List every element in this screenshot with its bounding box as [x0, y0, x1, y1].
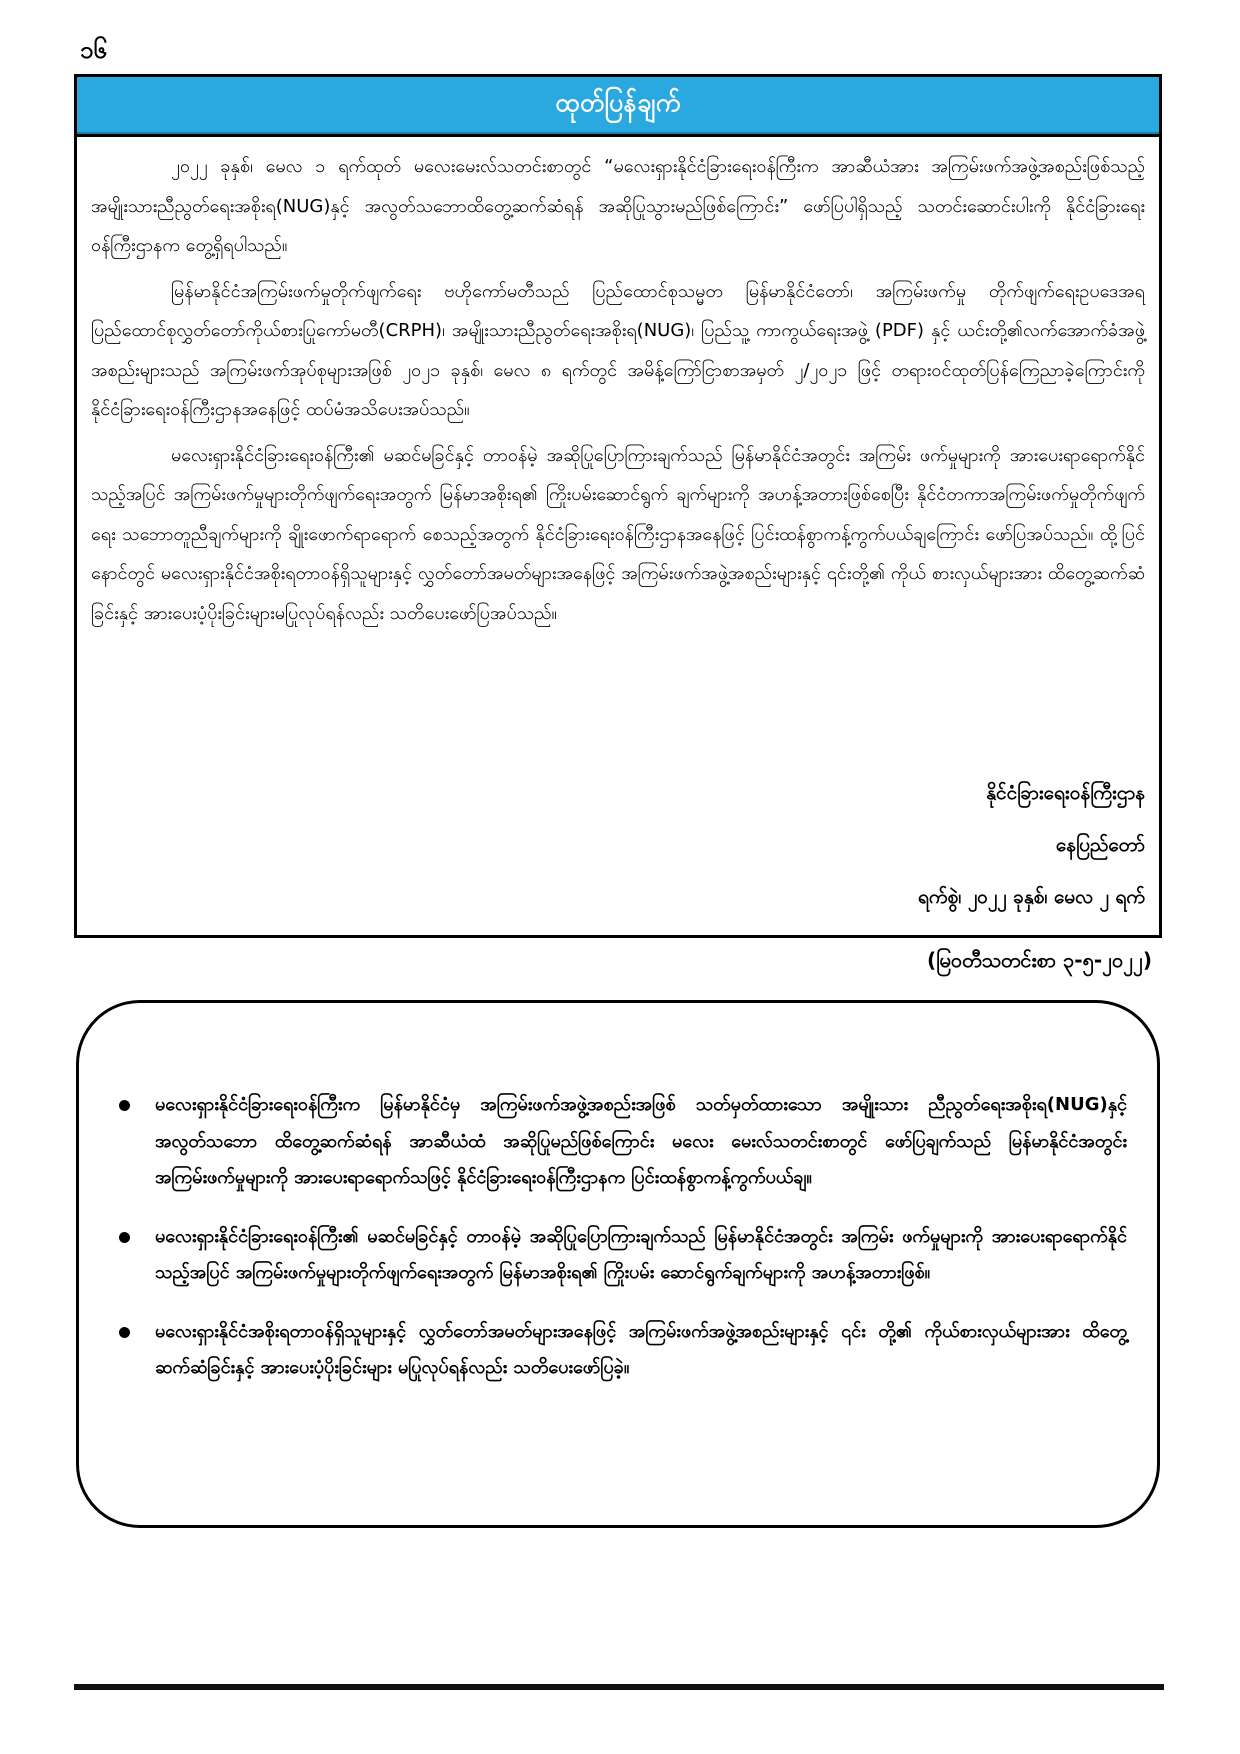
- statement-title: ထုတ်ပြန်ချက်: [555, 88, 681, 117]
- signature-ministry: နိုင်ငံခြားရေးဝန်ကြီးဌာန: [986, 782, 1145, 804]
- statement-paragraph-2: မြန်မာနိုင်ငံအကြမ်းဖက်မှုတိုက်ဖျက်ရေး ဗဟိုကော်မတီသည် ပြည်ထောင်စုသမ္မတ မြန်မာနိုင်ငံတော်၊ အကြမ်းဖက်မှု တိုက်ဖျက်ရေးဥပဒေအရ ပြည်ထောင်စုလွှတ်တော်ကိုယ်စားပြုကော်မတီ(CRPH)၊ အမျိုးသားညီညွတ်ရေးအစိုးရ(NUG)၊ ပြည်သူ့ ကာကွယ်ရေးအဖွဲ့ (PDF) နှင့် ယင်းတို့၏လက်အောက်ခံအဖွဲ့အစည်းများသည် အကြမ်းဖက်အုပ်စုများအဖြစ် ၂၀၂၁ ခုနှစ်၊ မေလ ၈ ရက်တွင် အမိန့်ကြော်ငြာစာအမှတ် ၂/၂၀၂၁ ဖြင့် တရားဝင်ထုတ်ပြန်ကြေညာခဲ့ကြောင်းကို နိုင်ငံခြားရေးဝန်ကြီးဌာနအနေဖြင့် ထပ်မံအသိပေးအပ်သည်။: [91, 280, 1145, 420]
- source-citation: (မြဝတီသတင်းစာ ၃-၅-၂၀၂၂): [926, 948, 1152, 972]
- bullet-icon: [119, 1327, 130, 1338]
- statement-body: [91, 147, 1145, 639]
- signature-city: နေပြည်တော်: [1055, 834, 1145, 856]
- statement-paragraph-3: မလေးရှားနိုင်ငံခြားရေးဝန်ကြီး၏ မဆင်မခြင်နှင့် တာဝန်မဲ့ အဆိုပြုပြောကြားချက်သည် မြန်မာနိုင်ငံအတွင်း အကြမ်း ဖက်မှုများကို အားပေးရာရောက်နိုင်သည့်အပြင် အကြမ်းဖက်မှုများတိုက်ဖျက်ရေးအတွက် မြန်မာအစိုးရ၏ ကြိုးပမ်းဆောင်ရွက် ချက်များကို အဟန့်အတားဖြစ်စေပြီး နိုင်ငံတကာအကြမ်းဖက်မှုတိုက်ဖျက်ရေး သဘောတူညီချက်များကို ချိုးဖောက်ရာရောက် စေသည့်အတွက် နိုင်ငံခြားရေးဝန်ကြီးဌာနအနေဖြင့် ပြင်းထန်စွာကန့်ကွက်ပယ်ချကြောင်း ဖော်ပြအပ်သည်။ ထို့ပြင် နောင်တွင် မလေးရှားနိုင်ငံအစိုးရတာဝန်ရှိသူများနှင့် လွှတ်တော်အမတ်များအနေဖြင့် အကြမ်းဖက်အဖွဲ့အစည်းများနှင့် ၎င်းတို့၏ ကိုယ် စားလှယ်များအား ထိတွေ့ဆက်ဆံခြင်းနှင့် အားပေးပံ့ပိုးခြင်းများမပြုလုပ်ရန်လည်း သတိပေးဖော်ပြအပ်သည်။: [91, 444, 1145, 624]
- summary-list: [119, 1087, 1127, 1409]
- summary-item: [119, 1314, 1127, 1387]
- statement-header: [77, 77, 1159, 137]
- summary-item-text: မလေးရှားနိုင်ငံအစိုးရတာဝန်ရှိသူများနှင့် လွှတ်တော်အမတ်များအနေဖြင့် အကြမ်းဖက်အဖွဲ့အစည်းများနှင့် ၎င်း တို့၏ ကိုယ်စားလှယ်များအား ထိတွေ့ဆက်ဆံခြင်းနှင့် အားပေးပံ့ပိုးခြင်းများ မပြုလုပ်ရန်လည်း သတိပေးဖော်ပြခဲ့။: [155, 1320, 1127, 1378]
- bottom-divider: [74, 1684, 1164, 1690]
- bullet-icon: [119, 1100, 130, 1111]
- page-number: ၁၆: [80, 36, 107, 64]
- summary-item: [119, 1087, 1127, 1197]
- summary-item-text: မလေးရှားနိုင်ငံခြားရေးဝန်ကြီး၏ မဆင်မခြင်နှင့် တာဝန်မဲ့ အဆိုပြုပြောကြားချက်သည် မြန်မာနိုင်ငံအတွင်း အကြမ်း ဖက်မှုများကို အားပေးရာရောက်နိုင်သည့်အပြင် အကြမ်းဖက်မှုများတိုက်ဖျက်ရေးအတွက် မြန်မာအစိုးရ၏ ကြိုးပမ်း ဆောင်ရွက်ချက်များကို အဟန့်အတားဖြစ်။: [155, 1225, 1127, 1283]
- signature-date: ရက်စွဲ၊ ၂၀၂၂ ခုနှစ်၊ မေလ ၂ ရက်: [918, 886, 1145, 908]
- summary-item: [119, 1219, 1127, 1292]
- statement-paragraph-1: ၂၀၂၂ ခုနှစ်၊ မေလ ၁ ရက်ထုတ် မလေးမေးလ်သတင်းစာတွင် “မလေးရှားနိုင်ငံခြားရေးဝန်ကြီးက အာဆီယံအား အကြမ်းဖက်အဖွဲ့အစည်းဖြစ်သည့် အမျိုးသားညီညွတ်ရေးအစိုးရ(NUG)နှင့် အလွတ်သဘောထိတွေ့ဆက်ဆံရန် အဆိုပြုသွားမည်ဖြစ်ကြောင်း” ဖော်ပြပါရှိသည့် သတင်းဆောင်းပါးကို နိုင်ငံခြားရေးဝန်ကြီးဌာနက တွေ့ရှိရပါသည်။: [91, 156, 1145, 256]
- signature-block: [918, 767, 1145, 923]
- summary-box: [76, 1000, 1160, 1528]
- summary-item-text: မလေးရှားနိုင်ငံခြားရေးဝန်ကြီးက မြန်မာနိုင်ငံမှ အကြမ်းဖက်အဖွဲ့အစည်းအဖြစ် သတ်မှတ်ထားသော အမျိုးသား ညီညွတ်ရေးအစိုးရ(NUG)နှင့် အလွတ်သဘော ထိတွေ့ဆက်ဆံရန် အာဆီယံထံ အဆိုပြုမည်ဖြစ်ကြောင်း မလေး မေးလ်သတင်းစာတွင် ဖော်ပြချက်သည် မြန်မာနိုင်ငံအတွင်း အကြမ်းဖက်မှုများကို အားပေးရာရောက်သဖြင့် နိုင်ငံခြားရေးဝန်ကြီးဌာနက ပြင်းထန်စွာကန့်ကွက်ပယ်ချ။: [155, 1094, 1127, 1188]
- statement-box: [74, 74, 1162, 938]
- bullet-icon: [119, 1232, 130, 1243]
